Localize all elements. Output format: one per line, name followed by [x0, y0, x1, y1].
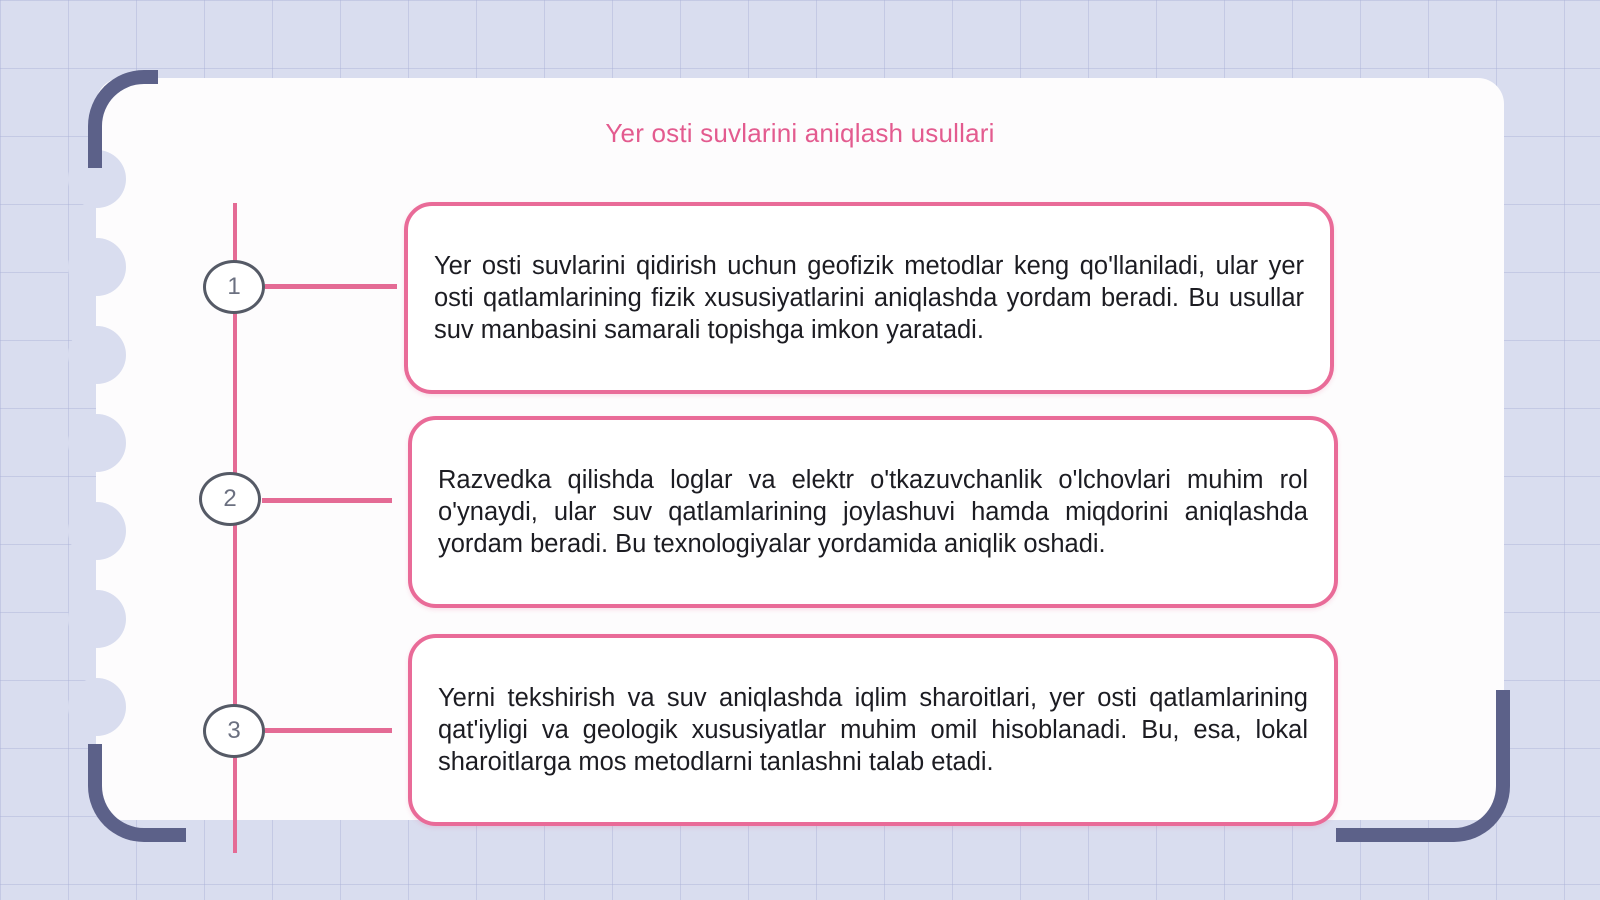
- step-number-badge: [199, 472, 261, 526]
- paper-scallop: [68, 238, 126, 296]
- step-number: 2: [223, 485, 237, 512]
- corner-bracket-top-left: [88, 70, 158, 168]
- timeline-connector: [265, 284, 397, 289]
- paper-scallop: [68, 326, 126, 384]
- step-text: Yer osti suvlarini qidirish uchun geofizik metodlar keng qo'llaniladi, ular yer osti qatlamlarining fizik xususiyatlarini aniqlashda yordam beradi. Bu usullar suv manbasini samarali topishga imkon yaratadi.: [434, 252, 1304, 344]
- step-number-badge: [203, 704, 265, 758]
- step-number-badge: [203, 260, 265, 314]
- paper-scallop: [68, 502, 126, 560]
- step-card: [408, 634, 1338, 826]
- timeline-connector: [262, 498, 392, 503]
- step-number: 1: [227, 273, 241, 300]
- slide-title: Yer osti suvlarini aniqlash usullari: [605, 118, 995, 148]
- step-text: Yerni tekshirish va suv aniqlashda iqlim sharoitlari, yer osti qatlamlarining qat'iyligi va geologik xususiyatlar muhim omil hisoblanadi. Bu, esa, lokal sharoitlarga mos metodlarni tanlashni talab etadi.: [438, 684, 1308, 776]
- corner-bracket-bottom-left: [88, 744, 186, 842]
- step-number: 3: [227, 717, 241, 744]
- paper-scallop: [68, 414, 126, 472]
- paper-scallop: [68, 590, 126, 648]
- corner-bracket-bottom-right: [1336, 690, 1510, 842]
- step-card: [404, 202, 1334, 394]
- step-text: Razvedka qilishda loglar va elektr o'tkazuvchanlik o'lchovlari muhim rol o'ynaydi, ular suv qatlamlarining joylashuvi hamda miqdorini aniqlashda yordam beradi. Bu texnologiyalar yordamida aniqlik oshadi.: [438, 466, 1308, 558]
- step-card: [408, 416, 1338, 608]
- paper-scallop: [68, 678, 126, 736]
- timeline-connector: [265, 728, 392, 733]
